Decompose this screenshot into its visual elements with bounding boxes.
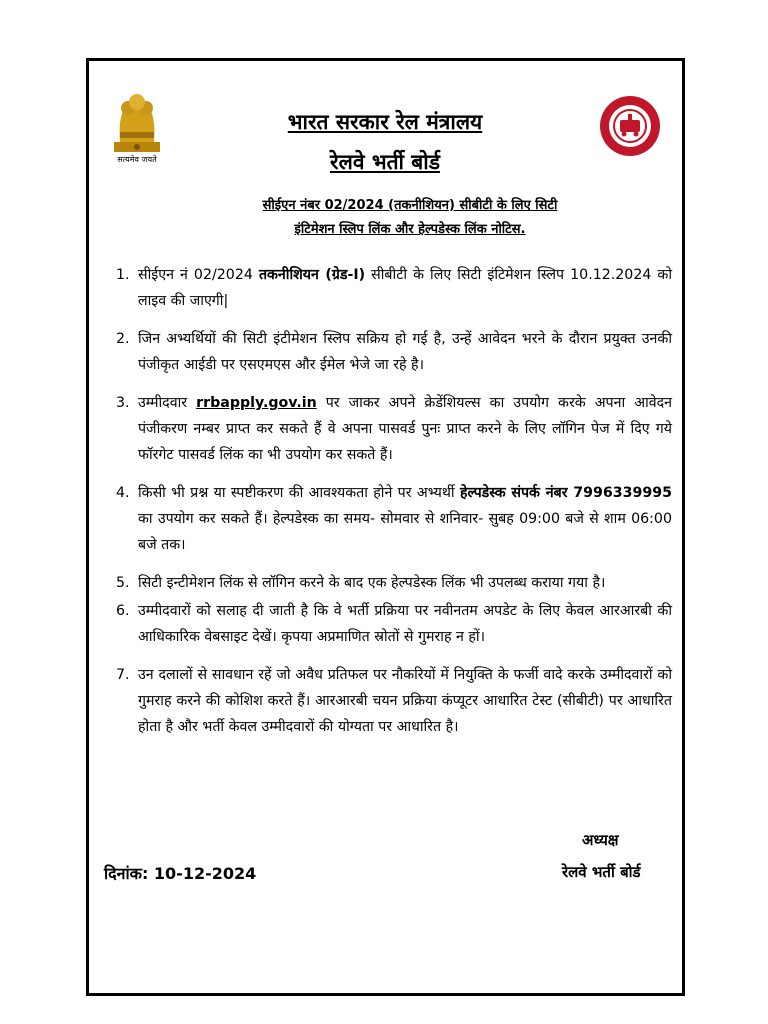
notice-point-3 (110, 390, 672, 468)
board-title: रेलवे भर्ती बोर्ड (330, 150, 440, 174)
indian-railways-logo-icon (598, 94, 662, 158)
ministry-title: भारत सरकार रेल मंत्रालय (287, 110, 483, 134)
notice-point-2 (110, 326, 672, 378)
notice-point-7 (110, 662, 672, 740)
notice-point-1 (110, 262, 672, 314)
notice-point-5 (110, 570, 672, 596)
point-text: उन दलालों से सावधान रहें जो अवैध प्रतिफल पर नौकरियों में नियुक्ति के फर्जी वादे करके उम्मीदवारों को गुमराह करने की कोशिश करते हैं। आरआरबी चयन प्रक्रिया कंप्यूटर आधारित टेस्ट (सीबीटी) पर आधारित होता है और भर्ती केवल उम्मीदवारों की योग्यता पर आधारित है। (138, 667, 672, 735)
point-text: किसी भी प्रश्न या स्पष्टीकरण की आवश्यकता होने पर अभ्यर्थी (138, 485, 460, 501)
point-number: 7. (116, 667, 130, 683)
point-text: सिटी इन्टीमेशन लिंक से लॉगिन करने के बाद एक हेल्पडेस्क लिंक भी उपलब्ध कराया गया है। (138, 575, 606, 591)
point-number: 1. (116, 267, 130, 283)
subject-line-1: सीईएन नंबर 02/2024 (तकनीशियन) सीबीटी के लिए सिटी (262, 198, 558, 213)
point-text: उम्मीदवार (138, 395, 197, 411)
point-text: उम्मीदवारों को सलाह दी जाती है कि वे भर्ती प्रक्रिया पर नवीनतम अपडेट के लिए केवल आरआरबी की आधिकारिक वेबसाइट देखें। कृपया अप्रमाणित स्रोतों से गुमराह न हों। (138, 603, 672, 645)
emblem-motto: सत्यमेव जयते (117, 155, 157, 164)
point-text: जिन अभ्यर्थियों की सिटी इंटीमेशन स्लिप सक्रिय हो गई है, उन्हें आवेदन भरने के दौरान प्रयुक्त उनकी पंजीकृत आईडी पर एसएमएस और ईमेल भेजे जा रहे है। (138, 331, 672, 373)
signatory-organization: रेलवे भर्ती बोर्ड (562, 863, 641, 881)
signatory-title: अध्यक्ष (582, 831, 619, 849)
point-number: 6. (116, 603, 130, 619)
notice-points (110, 262, 672, 752)
point-text: सीईएन नं 02/2024 (138, 267, 259, 283)
website-link[interactable]: rrbapply.gov.in (196, 395, 317, 411)
point-text: पर जाकर अपने क्रेडेंशियल्स का उपयोग करके अपना आवेदन पंजीकरण नम्बर प्राप्त कर सकते हैं वे अपना पासवर्ड पुनः प्राप्त करने के लिए लॉगिन पेज में दिए गये फॉरगेट पासवर्ड लिंक का भी उपयोग कर सकते हैं। (138, 395, 672, 463)
point-number: 4. (116, 485, 130, 501)
post-name: तकनीशियन (ग्रेड-I) (258, 267, 366, 283)
notice-date: दिनांक: 10-12-2024 (104, 864, 257, 883)
point-text: सीबीटी के लिए सिटी इंटिमेशन स्लिप 10.12.2024 को लाइव की जाएगी| (138, 267, 673, 309)
notice-subject (180, 194, 640, 242)
notice-point-4 (110, 480, 672, 558)
point-text: का उपयोग कर सकते हैं। हेल्पडेस्क का समय- सोमवार से शनिवार- सुबह 09:00 बजे से शाम 06:00 बजे तक। (138, 511, 672, 553)
helpdesk-number: हेल्पडेस्क संपर्क नंबर 7996339995 (459, 485, 672, 501)
point-number: 5. (116, 575, 130, 591)
subject-line-2: इंटिमेशन स्लिप लिंक और हेल्पडेस्क लिंक नोटिस. (294, 222, 526, 237)
notice-point-6 (110, 598, 672, 650)
point-number: 3. (116, 395, 130, 411)
point-number: 2. (116, 331, 130, 347)
